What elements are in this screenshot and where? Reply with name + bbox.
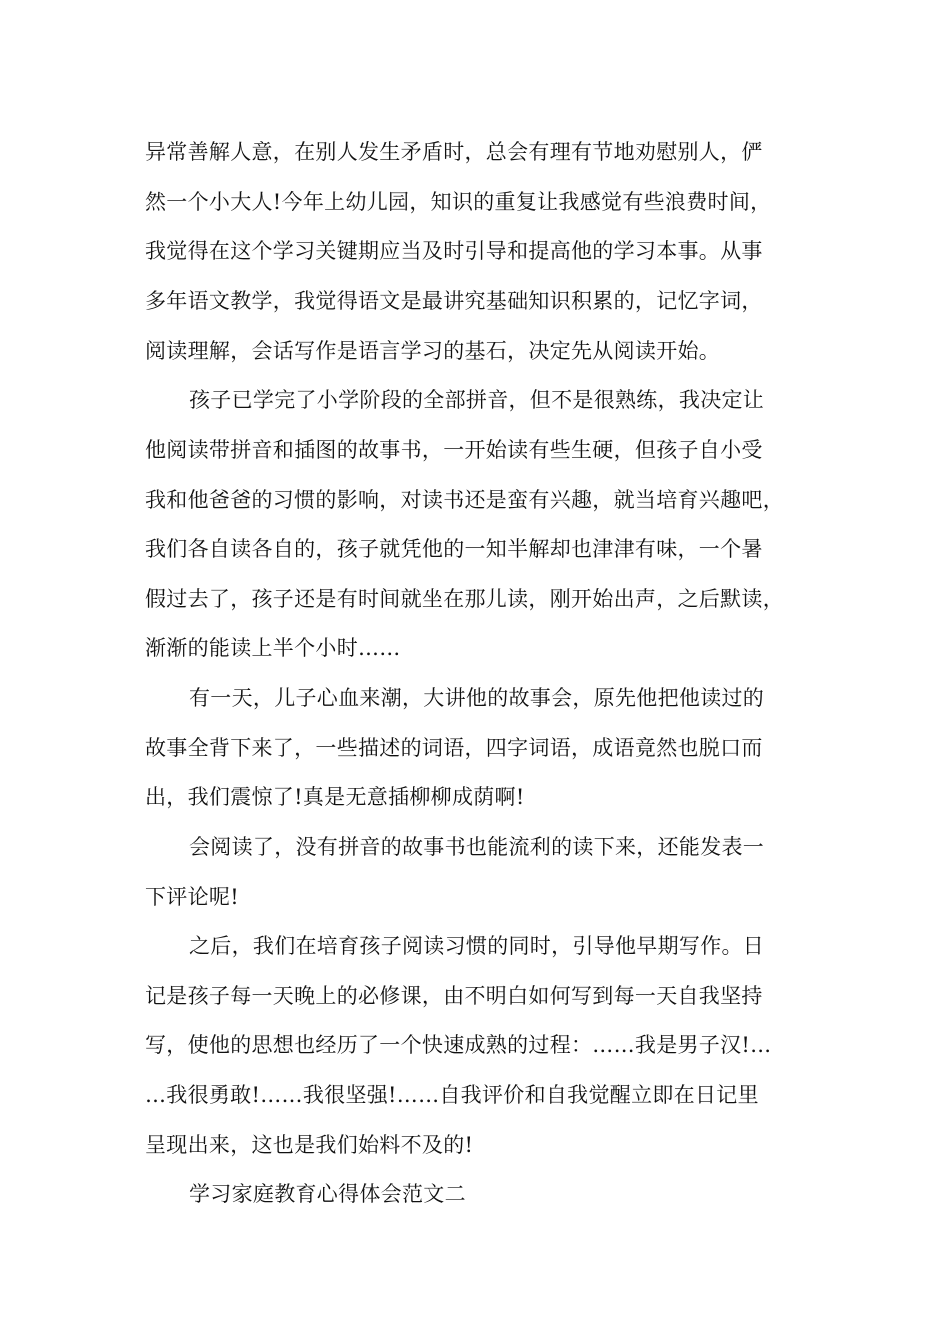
- text-line: 我和他爸爸的习惯的影响，对读书还是蛮有兴趣，就当培育兴趣吧，: [145, 488, 784, 512]
- text-line: 渐渐的能读上半个小时……: [145, 636, 401, 660]
- text-line: 我们各自读各自的，孩子就凭他的一知半解却也津津有味，一个暑: [145, 537, 763, 561]
- text-line: 下评论呢!: [145, 885, 239, 909]
- paragraph-first-line: 有一天，儿子心血来潮，大讲他的故事会，原先他把他读过的: [189, 686, 765, 710]
- text-line: 他阅读带拼音和插图的故事书，一开始读有些生硬，但孩子自小受: [145, 438, 763, 462]
- text-line: 异常善解人意，在别人发生矛盾时，总会有理有节地劝慰别人，俨: [145, 140, 763, 164]
- text-line: …我很勇敢!……我很坚强!……自我评价和自我觉醒立即在日记里: [145, 1083, 759, 1107]
- paragraph-first-line: 之后，我们在培育孩子阅读习惯的同时，引导他早期写作。日: [189, 934, 765, 958]
- text-line: 然一个小大人!今年上幼儿园，知识的重复让我感觉有些浪费时间，: [145, 190, 772, 214]
- text-line: 记是孩子每一天晚上的必修课，由不明白如何写到每一天自我坚持: [145, 984, 763, 1008]
- paragraph-first-line: 会阅读了，没有拼音的故事书也能流利的读下来，还能发表一: [189, 835, 765, 859]
- text-line: 我觉得在这个学习关键期应当及时引导和提高他的学习本事。从事: [145, 239, 763, 263]
- section-heading: 学习家庭教育心得体会范文二: [189, 1182, 466, 1206]
- text-line: 写，使他的思想也经历了一个快速成熟的过程：……我是男子汉!…: [145, 1033, 772, 1057]
- text-line: 阅读理解，会话写作是语言学习的基石，决定先从阅读开始。: [145, 339, 721, 363]
- text-line: 多年语文教学，我觉得语文是最讲究基础知识积累的，记忆字词，: [145, 289, 763, 313]
- paragraph-first-line: 孩子已学完了小学阶段的全部拼音，但不是很熟练，我决定让: [189, 388, 765, 412]
- text-line: 故事全背下来了，一些描述的词语，四字词语，成语竟然也脱口而: [145, 736, 763, 760]
- text-line: 假过去了，孩子还是有时间就坐在那儿读，刚开始出声，之后默读，: [145, 587, 784, 611]
- text-line: 出，我们震惊了!真是无意插柳柳成荫啊!: [145, 785, 525, 809]
- text-line: 呈现出来，这也是我们始料不及的!: [145, 1133, 474, 1157]
